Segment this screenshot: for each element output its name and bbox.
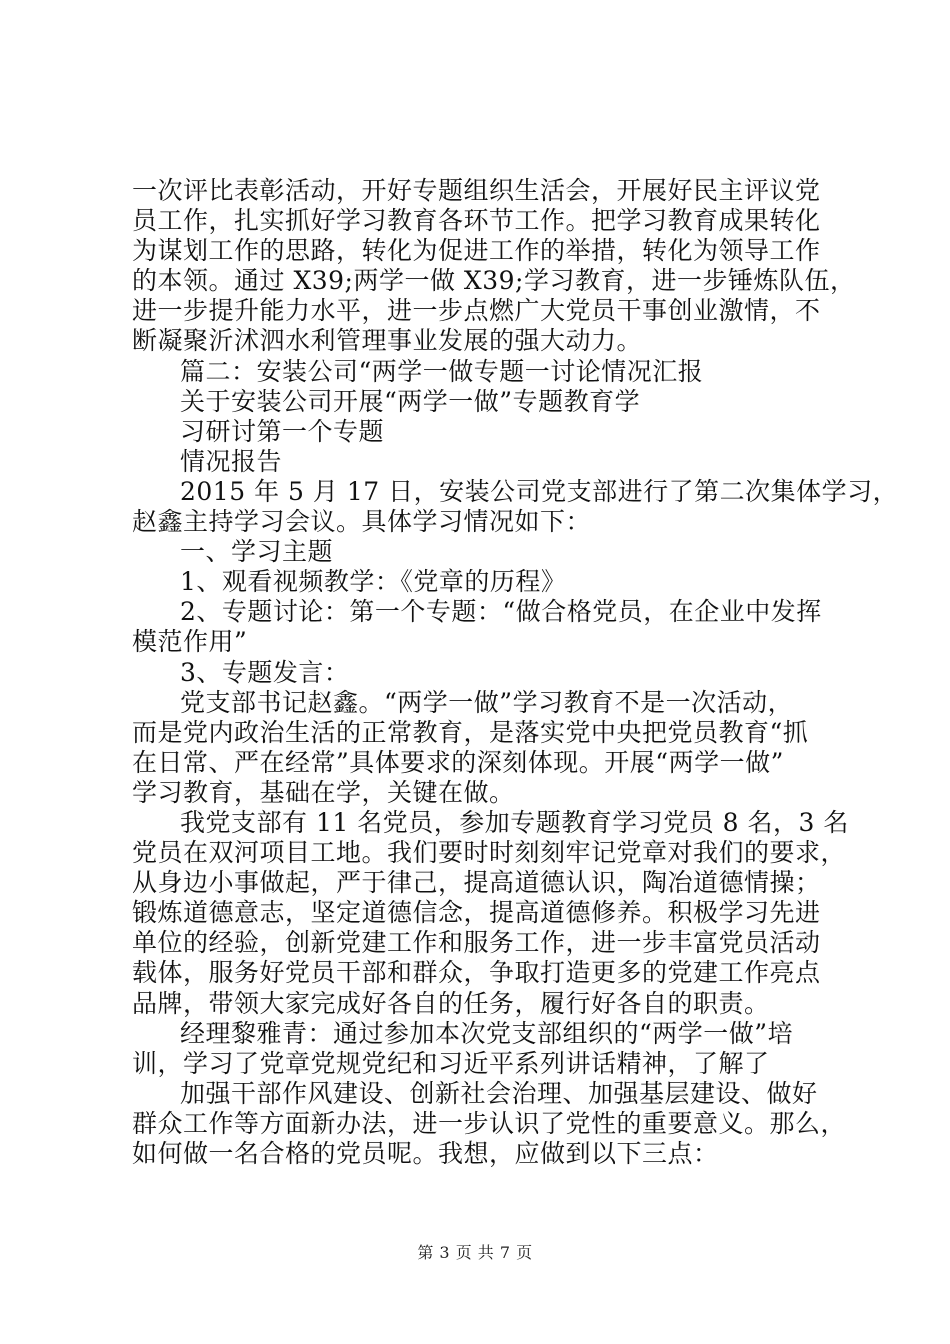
text-line: 一次评比表彰活动，开好专题组织生活会，开展好民主评议党 xyxy=(132,176,821,205)
text-line: 情况报告 xyxy=(180,446,283,476)
text-line: 从身边小事做起，严于律己，提高道德认识，陶冶道德情操； xyxy=(132,868,821,898)
text-line: 模范作用” xyxy=(132,627,248,657)
text-line: 员工作，扎实抓好学习教育各环节工作。把学习教育成果转化 xyxy=(132,206,821,236)
text-line: 进一步提升能力水平，进一步点燃广大党员干事创业激情，不 xyxy=(132,296,821,326)
text-line: 关于安装公司开展“两学一做”专题教育学 xyxy=(180,386,641,416)
text-line: 经理黎雅青：通过参加本次党支部组织的“两学一做”培 xyxy=(180,1018,794,1048)
text-line: 加强干部作风建设、创新社会治理、加强基层建设、做好 xyxy=(180,1078,818,1108)
text-line: 如何做一名合格的党员呢。我想，应做到以下三点： xyxy=(132,1139,719,1168)
text-line: 3、专题发言： xyxy=(180,657,350,687)
text-line: 为谋划工作的思路，转化为促进工作的举措，转化为领导工作 xyxy=(132,236,821,266)
text-line: 学习教育，基础在学，关键在做。 xyxy=(132,777,515,807)
page-footer: 第 3 页 共 7 页 xyxy=(417,1243,533,1262)
text-line: 断凝聚沂沭泗水利管理事业发展的强大动力。 xyxy=(132,326,643,356)
text-line: 锻炼道德意志，坚定道德信念，提高道德修养。积极学习先进 xyxy=(132,898,821,928)
text-line: 篇二：安装公司“两学一做专题一讨论情况汇报 xyxy=(180,356,704,386)
text-line: 而是党内政治生活的正常教育，是落实党中央把党员教育“抓 xyxy=(132,717,809,747)
text-line: 党支部书记赵鑫。“两学一做”学习教育不是一次活动， xyxy=(180,687,794,717)
text-line: 载体，服务好党员干部和群众，争取打造更多的党建工作亮点 xyxy=(132,958,821,988)
text-line: 在日常、严在经常”具体要求的深刻体现。开展“两学一做” xyxy=(132,747,784,777)
text-line: 的本领。通过 X39;两学一做 X39;学习教育，进一步锤炼队伍， xyxy=(132,266,856,296)
text-line: 赵鑫主持学习会议。具体学习情况如下： xyxy=(132,507,592,537)
text-line: 习研讨第一个专题 xyxy=(180,416,385,446)
text-line: 我党支部有 11 名党员，参加专题教育学习党员 8 名，3 名 xyxy=(180,807,849,837)
text-line: 2015 年 5 月 17 日，安装公司党支部进行了第二次集体学习， xyxy=(180,476,899,506)
text-line: 训，学习了党章党规党纪和习近平系列讲话精神，了解了 xyxy=(132,1048,770,1078)
text-line: 党员在双河项目工地。我们要时时刻刻牢记党章对我们的要求， xyxy=(132,838,847,868)
text-line: 品牌，带领大家完成好各自的任务，履行好各自的职责。 xyxy=(132,988,770,1018)
text-line: 一、学习主题 xyxy=(180,537,334,567)
text-line: 单位的经验，创新党建工作和服务工作，进一步丰富党员活动 xyxy=(132,928,821,958)
text-line: 2、专题讨论：第一个专题：“做合格党员，在企业中发挥 xyxy=(180,597,822,627)
text-line: 群众工作等方面新办法，进一步认识了党性的重要意义。那么， xyxy=(132,1108,847,1138)
text-line: 1、观看视频教学：《党章的历程》 xyxy=(180,567,567,597)
document-body xyxy=(132,176,899,1169)
